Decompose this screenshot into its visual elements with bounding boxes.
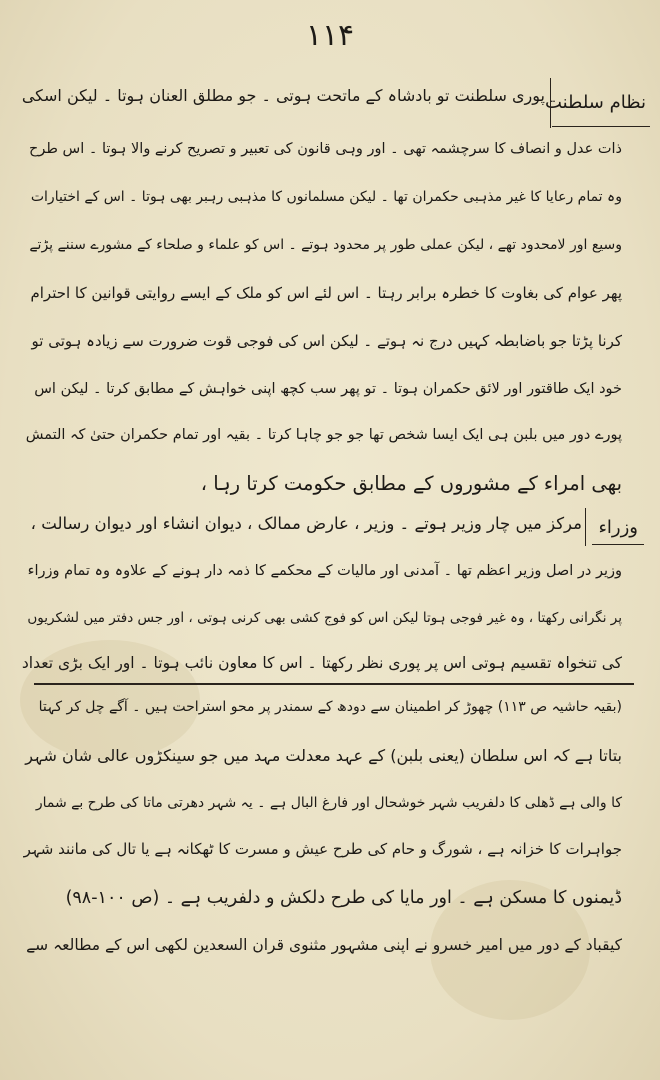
body-line: کرنا پڑتا جو باضابطہ کہیں درج نہ ہوتے ۔ لیکن اس کی فوجی قوت ضرورت سے زیادہ ہوتی تو xyxy=(31,332,622,350)
body-line: پورے دور میں بلبن ہی ایک ایسا شخص تھا جو جو چاہا کرتا ۔ بقیہ اور تمام حکمران حتیٰ کہ التمش xyxy=(25,427,622,443)
body-line: پوری سلطنت تو بادشاہ کے ماتحت ہوتی ۔ جو مطلق العنان ہوتا ۔ لیکن اسکی xyxy=(21,86,545,105)
heading-bracket xyxy=(585,508,586,546)
page-number: ۱۱۴ xyxy=(305,18,355,53)
body-line: پھر عوام کی بغاوت کا خطرہ برابر رہتا ۔ اس لئے اس کو ملک کے ایسے روایتی قوانین کا احترام xyxy=(30,284,622,302)
footnote-line: بتاتا ہے کہ اس سلطان (یعنی بلبن) کے عہد معدلت مہد میں جو سینکڑوں عالی شان شہر xyxy=(25,746,622,765)
footnote-line: جواہرات کا خزانہ ہے ، شورگ و حام کی طرح عیش و مسرت کا ٹھکانہ ہے یا تال کی مانند شہر xyxy=(23,840,622,858)
body-line: مرکز میں چار وزیر ہوتے ۔ وزیر ، عارض ممالک ، دیوان انشاء اور دیوان رسالت ، xyxy=(30,514,582,533)
body-line: وسیع اور لامحدود تھے ، لیکن عملی طور پر محدود ہوتے ۔ اس کو علماء و صلحاء کے مشورے سننے پڑتے xyxy=(29,237,622,253)
body-line: ذات عدل و انصاف کا سرچشمہ تھی ۔ اور وہی قانون کی تعبیر و تصریح کرنے والا ہوتا ۔ اس طرح xyxy=(29,141,622,157)
body-line: خود ایک طاقتور اور لائق حکمران ہوتا ۔ تو پھر سب کچھ اپنی خواہش کے مطابق کرتا ۔ لیکن اس xyxy=(34,381,622,397)
footnote-line: کیقباد کے دور میں امیر خسرو نے اپنی مشہور مثنوی قران السعدین لکھی اس کے مطالعہ سے xyxy=(26,936,622,954)
footnote-divider xyxy=(34,683,634,685)
body-line: کی تنخواہ تقسیم ہوتی اس پر پوری نظر رکھتا ۔ اس کا معاون نائب ہوتا ۔ اور ایک بڑی تعداد xyxy=(21,654,622,672)
heading-bracket xyxy=(550,78,551,128)
body-line: وزیر در اصل وزیر اعظم تھا ۔ آمدنی اور مالیات کے محکمے کا ذمہ دار ہونے کے علاوہ وہ تمام وزراء xyxy=(27,563,622,579)
footnote-line: ڈیمنوں کا مسکن ہے ۔ اور مایا کی طرح دلکش و دلفریب ہے ۔ (ص ۱۰۰-۹۸) xyxy=(65,888,622,908)
footnote-line: کا والی ہے ڈھلی کا دلفریب شہر خوشحال اور فارغ البال ہے ۔ یہ شہر دھرتی ماتا کی طرح بے شمار xyxy=(35,795,622,811)
footnote-line: (بقیہ حاشیہ ص ۱۱۳) چھوڑ کر اطمینان سے دودھ کے سمندر پر محو استراحت ہیں ۔ آگے چل کر کہتا xyxy=(38,699,622,715)
heading-underline xyxy=(592,544,644,545)
side-heading-sultanat: نظام سلطنت xyxy=(544,92,646,113)
body-line: پر نگرانی رکھتا ، وہ غیر فوجی ہوتا لیکن اس کو فوج کشی بھی کرنی ہوتی ، اور جس دفتر میں لشکریوں xyxy=(27,610,622,626)
side-heading-wuzara: وزراء xyxy=(598,517,638,538)
body-line: وہ تمام رعایا کا غیر مذہبی حکمران تھا ۔ لیکن مسلمانوں کا مذہبی رہبر بھی ہوتا ۔ اس کے اختیارات xyxy=(30,189,622,205)
body-line: بھی امراء کے مشوروں کے مطابق حکومت کرتا رہا ، xyxy=(200,472,622,495)
heading-underline xyxy=(552,126,650,127)
